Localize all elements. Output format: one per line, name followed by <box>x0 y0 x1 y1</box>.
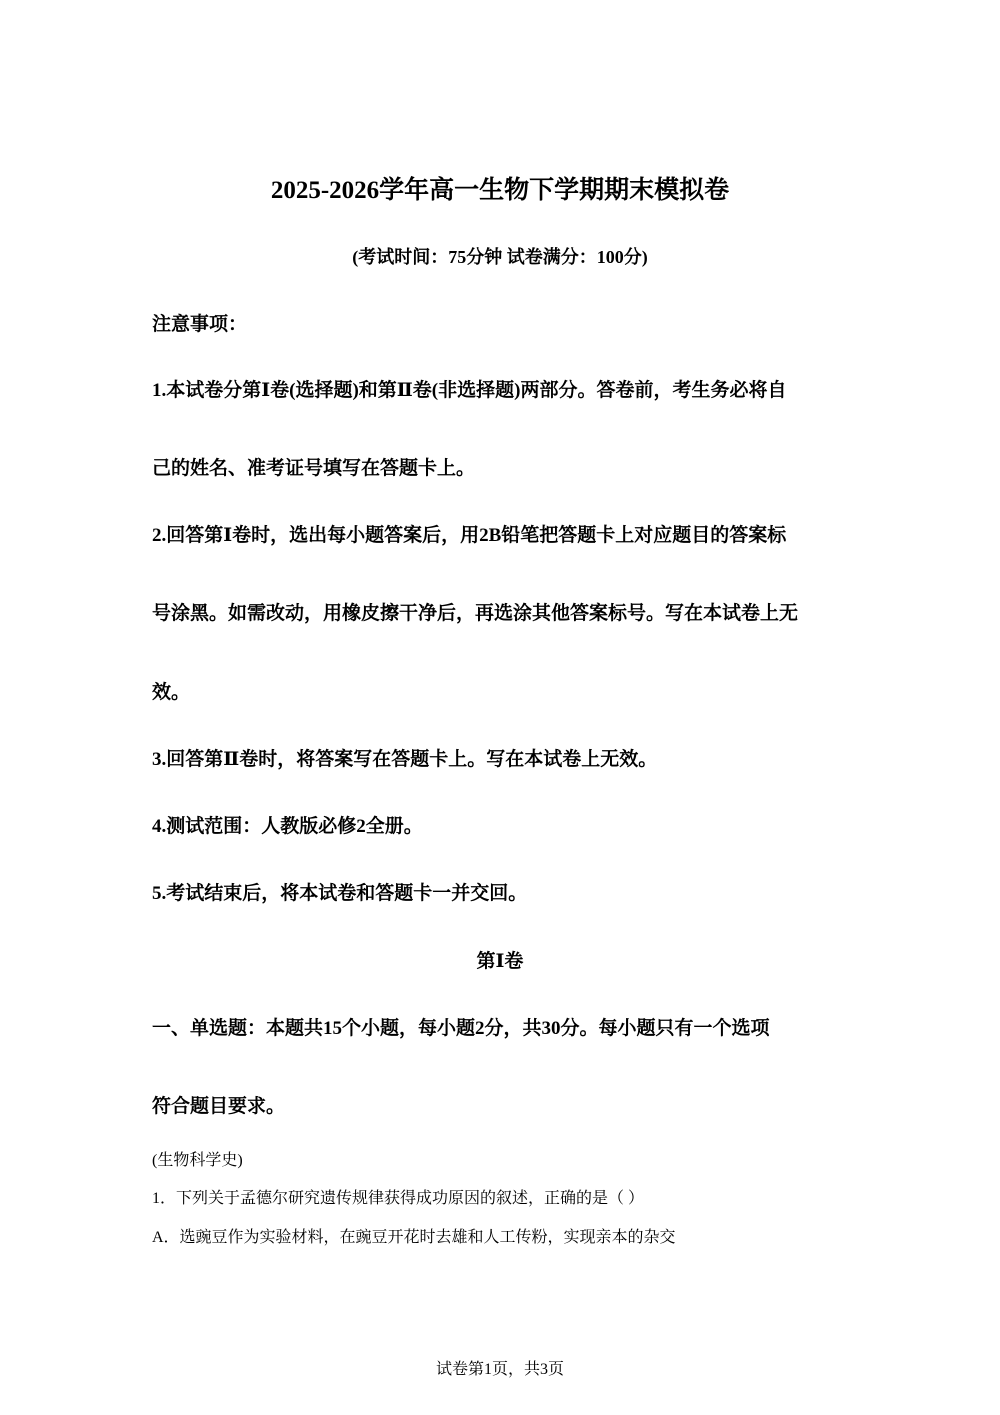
notice-line-2: 己的姓名、准考证号填写在答题卡上。 <box>152 458 476 479</box>
section-instruction-line-1: 一、单选题：本题共15个小题，每小题2分，共30分。每小题只有一个选项 <box>152 1018 770 1039</box>
topic-tag: (生物科学史) <box>152 1152 243 1169</box>
section-title: 第Ⅰ卷 <box>476 951 524 972</box>
notice-line-1: 1.本试卷分第Ⅰ卷(选择题)和第Ⅱ卷(非选择题)两部分。答卷前，考生务必将自 <box>152 380 787 401</box>
question-1-option-a: A．选豌豆作为实验材料，在豌豆开花时去雄和人工传粉，实现亲本的杂交 <box>152 1229 676 1246</box>
section-instruction-line-2: 符合题目要求。 <box>152 1096 286 1117</box>
question-1-stem: 1．下列关于孟德尔研究遗传规律获得成功原因的叙述，正确的是（ ） <box>152 1190 645 1207</box>
notice-line-4: 号涂黑。如需改动，用橡皮擦干净后，再选涂其他答案标号。写在本试卷上无 <box>152 603 799 624</box>
exam-title: 2025-2026学年高一生物下学期期末模拟卷 <box>270 177 730 204</box>
notice-line-3: 2.回答第Ⅰ卷时，选出每小题答案后，用2B铅笔把答题卡上对应题目的答案标 <box>152 525 787 546</box>
exam-subtitle: (考试时间：75分钟 试卷满分：100分) <box>352 247 648 267</box>
notice-line-5: 效。 <box>152 682 191 703</box>
page-footer: 试卷第1页，共3页 <box>435 1361 564 1378</box>
notice-line-8: 5.考试结束后，将本试卷和答题卡一并交回。 <box>152 883 528 904</box>
notice-heading: 注意事项： <box>152 314 248 335</box>
notice-line-6: 3.回答第Ⅱ卷时，将答案写在答题卡上。写在本试卷上无效。 <box>152 749 658 770</box>
notice-line-7: 4.测试范围：人教版必修2全册。 <box>152 816 423 837</box>
